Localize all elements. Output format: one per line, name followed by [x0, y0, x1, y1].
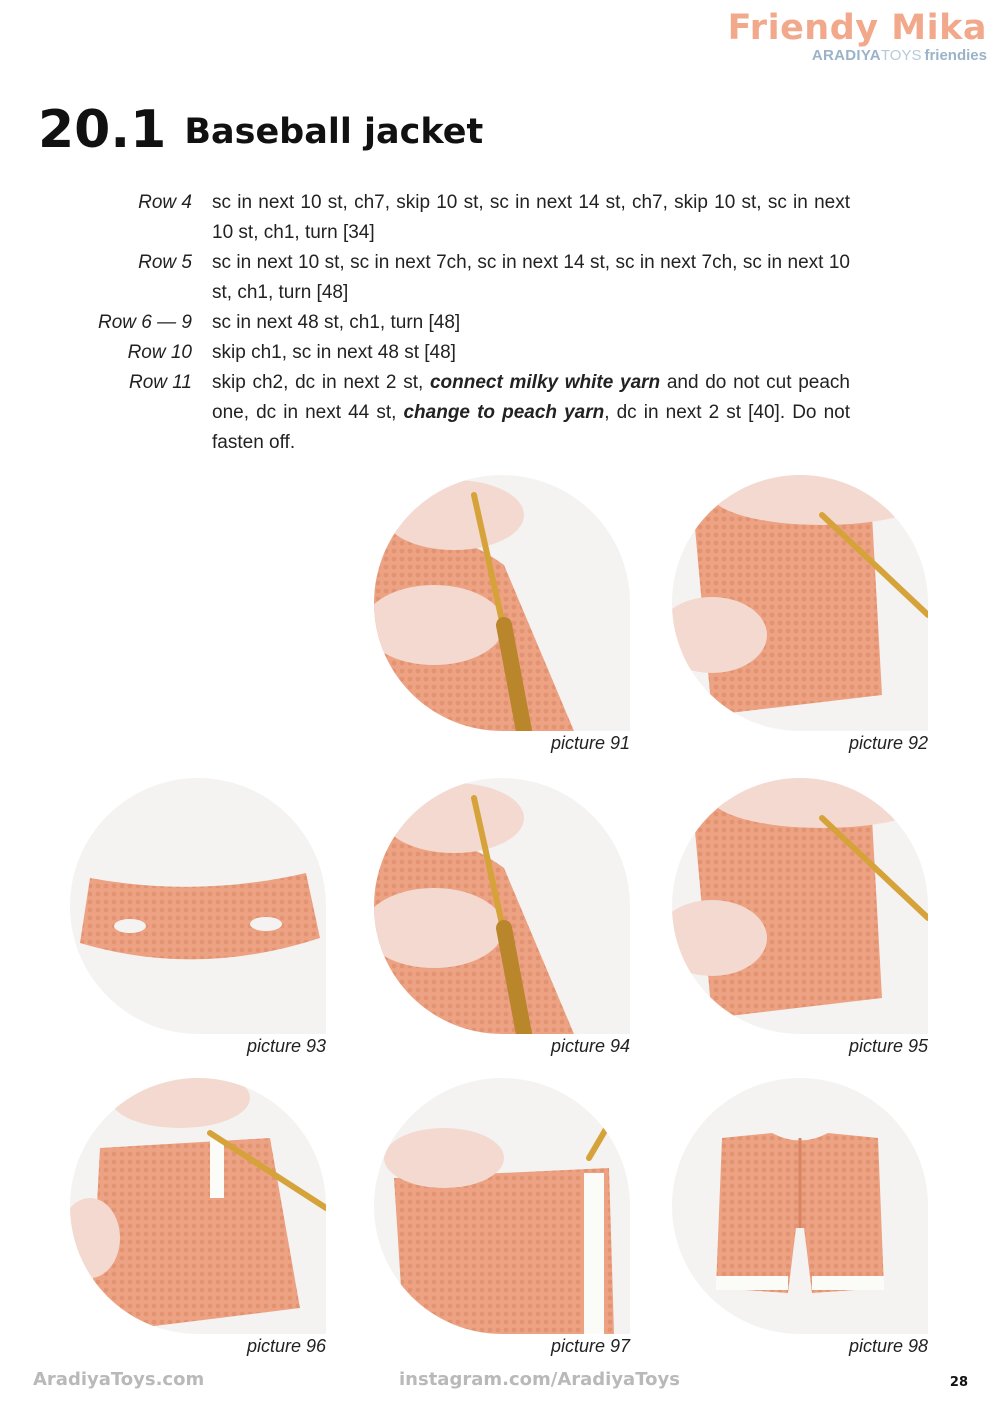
row-text	[212, 338, 850, 368]
picture-caption: picture 97	[550, 1336, 630, 1356]
instruction-row	[60, 188, 850, 248]
brand-sub-toys: TOYS	[880, 47, 922, 64]
picture-caption: picture 92	[848, 733, 928, 753]
instruction-row	[60, 338, 850, 368]
row-text-part: sc in next 48 st, ch1, turn [48]	[212, 312, 461, 333]
row-text	[212, 368, 850, 458]
row-text-part: skip ch1, sc in next 48 st [48]	[212, 342, 456, 363]
row-label: Row 4	[138, 192, 192, 213]
row-label: Row 11	[128, 372, 192, 393]
row-text-part: and do not cut peach one, dc in next 44 st,	[212, 372, 850, 423]
picture-caption: picture 95	[848, 1036, 928, 1056]
brand-subtitle	[728, 46, 987, 65]
emphasis-text: change to peach yarn	[403, 402, 605, 423]
row-label: Row 5	[138, 252, 192, 273]
section-title: Baseball jacket	[184, 112, 484, 152]
section-heading	[38, 100, 483, 160]
instruction-row	[60, 368, 850, 458]
crochet-photo	[70, 778, 326, 1034]
row-text-part: sc in next 10 st, sc in next 7ch, sc in next 14 st, sc in next 7ch, sc in next 10 st, ch1, turn [48]	[212, 252, 850, 303]
crochet-photo	[70, 1078, 326, 1334]
crochet-photo	[374, 1078, 630, 1334]
crochet-photo	[672, 778, 928, 1034]
picture-caption: picture 93	[246, 1036, 326, 1056]
section-number: 20.1	[38, 100, 167, 160]
picture-caption: picture 94	[550, 1036, 630, 1056]
instruction-row	[60, 248, 850, 308]
row-text-part: , dc in next 2 st [40]. Do not fasten off.	[212, 402, 850, 453]
picture-caption: picture 96	[246, 1336, 326, 1356]
crochet-photo	[672, 1078, 928, 1334]
footer-website: AradiyaToys.com	[33, 1369, 205, 1390]
row-text	[212, 188, 850, 248]
instruction-rows	[60, 188, 850, 458]
row-label: Row 6 — 9	[98, 312, 192, 333]
picture-caption: picture 91	[550, 733, 630, 753]
row-text	[212, 308, 850, 338]
emphasis-text: connect milky white yarn	[429, 372, 661, 393]
brand-title: Friendy Mika	[727, 8, 987, 48]
page-number: 28	[949, 1375, 968, 1390]
row-text-part: skip ch2, dc in next 2 st,	[212, 372, 430, 393]
picture-caption: picture 98	[848, 1336, 928, 1356]
row-text	[212, 248, 850, 308]
footer-instagram: instagram.com/AradiyaToys	[399, 1369, 680, 1390]
crochet-photo	[374, 778, 630, 1034]
instruction-row	[60, 308, 850, 338]
row-label: Row 10	[127, 342, 192, 363]
brand-logo	[728, 8, 987, 65]
brand-sub-aradiya: ARADIYA	[811, 47, 881, 64]
row-text-part: sc in next 10 st, ch7, skip 10 st, sc in next 14 st, ch7, skip 10 st, sc in next 10 st, ch1, turn [34]	[212, 192, 850, 243]
brand-sub-friendies: friendies	[924, 47, 987, 64]
crochet-photo	[374, 475, 630, 731]
crochet-photo	[672, 475, 928, 731]
